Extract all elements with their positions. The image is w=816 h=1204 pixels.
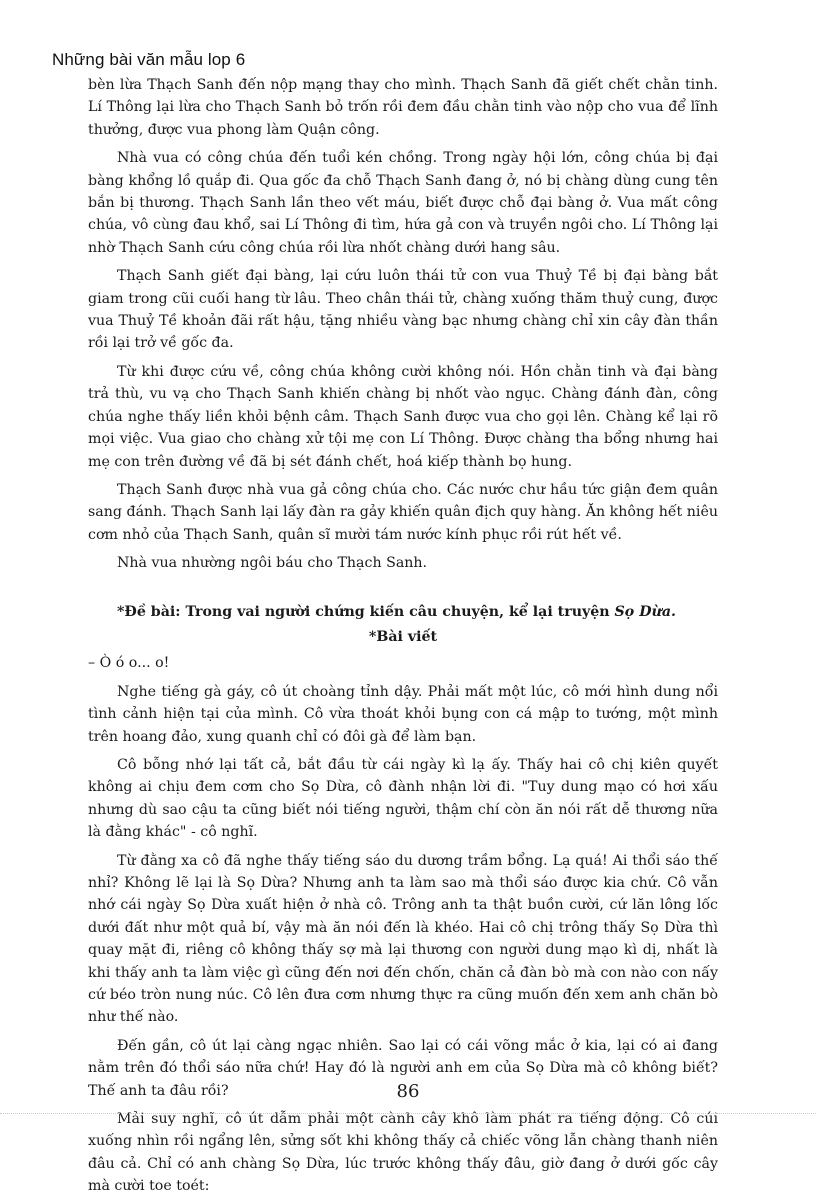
page-header-title: Những bài văn mẫu lop 6 (52, 50, 246, 69)
assignment-prompt (88, 601, 718, 623)
page-number: 86 (396, 1081, 420, 1102)
essay-paragraph: Từ đằng xa cô đã nghe thấy tiếng sáo du dương trầm bổng. Lạ quá! Ai thổi sáo thế nhỉ? Không lẽ lại là Sọ Dừa? Nhưng anh ta làm sao mà thổi sáo được kia chứ. Cô vẫn nhớ cái ngày Sọ Dừa xuất hiện ở nhà cô. Trông anh ta thật buồn cười, cứ lăn lông lốc dưới đất như một quả bí, vậy mà ăn nói đến là khéo. Hai cô chị trông thấy Sọ Dừa thì quay mặt đi, riêng cô không thấy sợ mà lại thương con người dung mạo kì dị, nhất là khi thấy anh ta làm việc gì cũng đến nơi đến chốn, chăn cả đàn bò mà con nào con nấy cứ béo tròn nung núc. Cô lên đưa cơm nhưng thực ra cũng muốn đến xem anh chăn bò như thế nào. (88, 852, 718, 1026)
paragraph: Từ khi được cứu về, công chúa không cười không nói. Hồn chằn tinh và đại bàng trả thù, vu vạ cho Thạch Sanh khiến chàng bị nhốt vào ngục. Chàng đánh đàn, công chúa nghe thấy liền khỏi bệnh câm. Thạch Sanh được vua cho gọi lên. Chàng kể lại rõ mọi việc. Vua giao cho chàng xử tội mẹ con Lí Thông. Được chàng tha bổng nhưng hai mẹ con trên đường về đã bị sét đánh chết, hoá kiếp thành bọ hung. (88, 363, 718, 470)
assignment-story-title: Sọ Dừa. (614, 603, 676, 620)
essay-heading: *Bài viết (368, 628, 438, 645)
assignment-label: *Đề bài: Trong vai người chứng kiến câu chuyện, kể lại truyện (117, 603, 615, 620)
paragraph: Thạch Sanh giết đại bàng, lại cứu luôn thái tử con vua Thuỷ Tề bị đại bàng bắt giam trong cũi cuối hang từ lâu. Theo chân thái tử, chàng xuống thăm thuỷ cung, được vua Thuỷ Tề khoản đãi rất hậu, tặng nhiều vàng bạc nhưng chàng chỉ xin cây đàn thần rồi lại trở về gốc đa. (88, 268, 718, 352)
paragraph-continuation: bèn lừa Thạch Sanh đến nộp mạng thay cho mình. Thạch Sanh đã giết chết chằn tinh. Lí Thông lại lừa cho Thạch Sanh bỏ trốn rồi đem đầu chằn tinh vào nộp cho vua để lĩnh thưởng, được vua phong làm Quận công. (88, 77, 718, 138)
paragraph: Nhà vua nhường ngôi báu cho Thạch Sanh. (117, 555, 428, 572)
page-body (88, 74, 718, 1204)
footer-divider (0, 1113, 816, 1115)
essay-opening-line: – Ò ó o... o! (88, 655, 170, 672)
essay-paragraph: Cô bỗng nhớ lại tất cả, bắt đầu từ cái ngày kì lạ ấy. Thấy hai cô chị kiên quyết không ai chịu đem cơm cho Sọ Dừa, cô đành nhận lời đi. "Tuy dung mạo có hơi xấu nhưng dù sao cậu ta cũng biết nói tiếng người, thậm chí còn ăn nói rất dễ thương nữa là đằng khác" - cô nghĩ. (88, 756, 718, 841)
paragraph: Thạch Sanh được nhà vua gả công chúa cho. Các nước chư hầu tức giận đem quân sang đánh. Thạch Sanh lại lấy đàn ra gảy khiến quân địch quy hàng. Ăn không hết niêu cơm nhỏ của Thạch Sanh, quân sĩ mười tám nước kính phục rồi rút hết về. (88, 481, 718, 543)
essay-paragraph: Đến gần, cô út lại càng ngạc nhiên. Sao lại có cái võng mắc ở kia, lại có ai đang nằm trên đó thổi sáo nữa chứ! Hay đó là người anh em của Sọ Dừa mà cô không biết? Thế anh ta đâu rồi? (88, 1037, 718, 1099)
essay-paragraph: Nghe tiếng gà gáy, cô út choàng tỉnh dậy. Phải mất một lúc, cô mới hình dung nổi tình cảnh hiện tại của mình. Cô vừa thoát khỏi bụng con cá mập to tướng, một mình trên hoang đảo, xung quanh chỉ có đôi gà để làm bạn. (88, 683, 718, 745)
essay-paragraph: Mải suy nghĩ, cô út dẫm phải một cành cây khô làm phát ra tiếng động. Cô cúi xuống nhìn rồi ngẩng lên, sửng sốt khi không thấy cả chiếc võng lẫn chàng thanh niên đâu cả. Chỉ có anh chàng Sọ Dừa, lúc trước không thấy đâu, giờ đang ở dưới gốc cây mà cười toe toét: (88, 1111, 718, 1195)
paragraph: Nhà vua có công chúa đến tuổi kén chồng. Trong ngày hội lớn, công chúa bị đại bàng khổng lồ quắp đi. Qua gốc đa chỗ Thạch Sanh đang ở, nó bị chàng dùng cung tên bắn bị thương. Thạch Sanh lần theo vết máu, biết được chỗ đại bàng ở. Vua mất công chúa, vô cùng đau khổ, sai Lí Thông đi tìm, hứa gả con và truyền ngôi cho. Lí Thông lại nhờ Thạch Sanh cứu công chúa rồi lừa nhốt chàng dưới hang sâu. (88, 150, 718, 256)
